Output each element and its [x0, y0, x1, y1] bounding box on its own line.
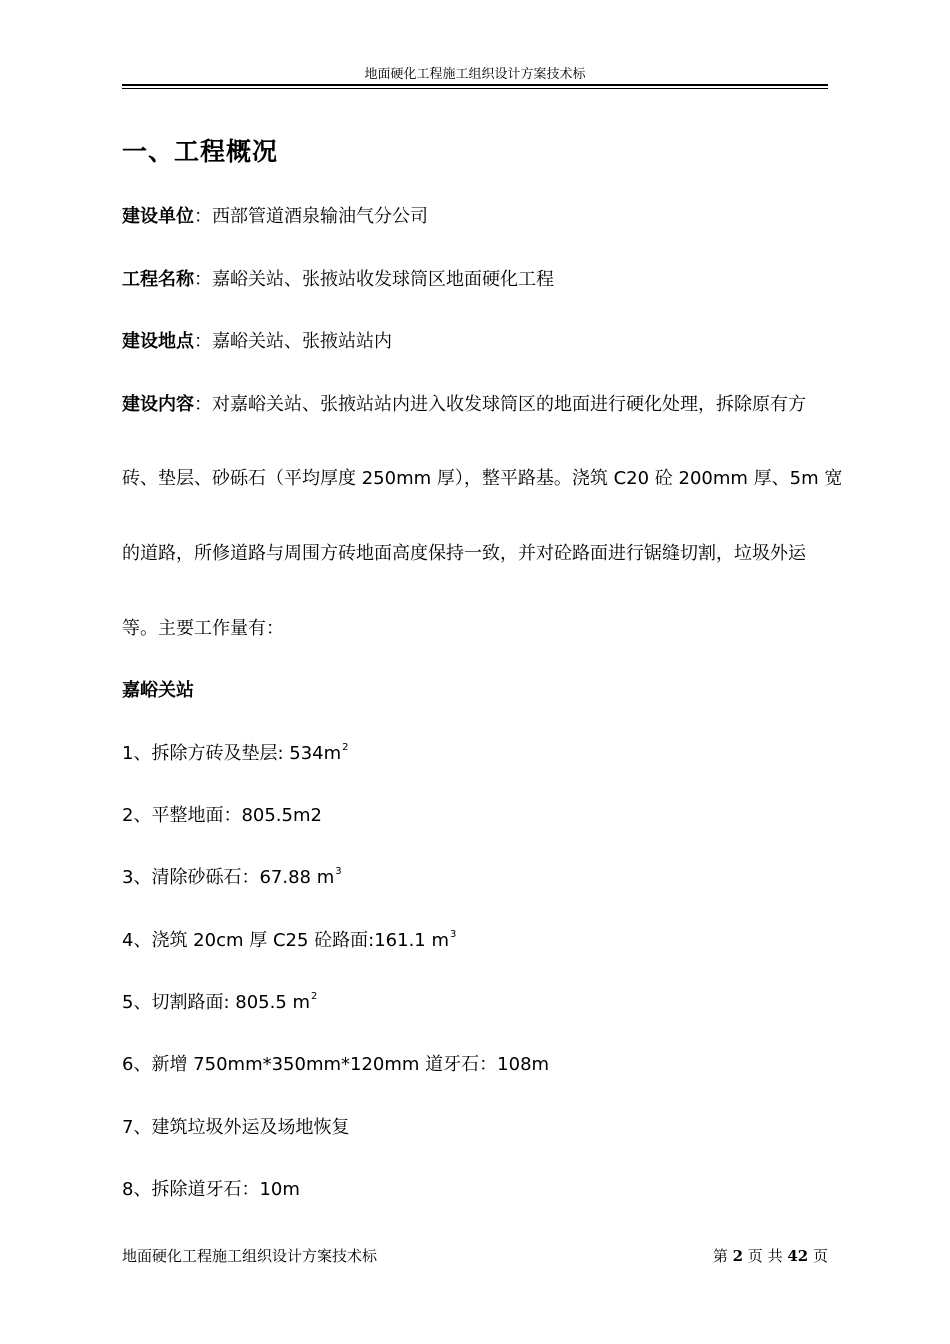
project-value: ：嘉峪关站、张掖站收发球筒区地面硬化工程	[194, 269, 554, 290]
work-item-unit-power: 2	[342, 742, 349, 753]
work-item-text: 5、切割路面: 805.5 m	[122, 992, 311, 1013]
footer-title: 地面硬化工程施工组织设计方案技术标	[122, 1247, 378, 1265]
work-item	[122, 803, 323, 832]
work-item-unit-power: 3	[335, 866, 342, 877]
page-current: 2	[732, 1247, 744, 1265]
work-item	[122, 1115, 350, 1144]
location-line	[122, 329, 392, 355]
work-item-text: 1、拆除方砖及垫层: 534m	[122, 743, 342, 764]
owner-value: ：西部管道酒泉输油气分公司	[194, 206, 428, 227]
work-item-unit-power: 2	[311, 991, 318, 1002]
section-title: 一、工程概况	[122, 137, 279, 166]
header-rule	[122, 84, 828, 86]
content-label: 建设内容	[122, 394, 194, 415]
running-header: 地面硬化工程施工组织设计方案技术标	[364, 67, 586, 82]
work-item	[122, 928, 456, 957]
work-item-text: 4、浇筑 20cm 厚 C25 砼路面:161.1 m	[122, 930, 449, 951]
content-line-1	[122, 392, 806, 418]
header-rule-thin	[122, 88, 828, 89]
work-item-text: 8、拆除道牙石：10m	[122, 1179, 300, 1200]
content-text-1: ：对嘉峪关站、张掖站站内进入收发球筒区的地面进行硬化处理，拆除原有方	[194, 394, 806, 415]
work-item	[122, 1177, 301, 1206]
page-suffix: 页	[808, 1247, 828, 1265]
work-item-text: 3、清除砂砾石：67.88 m	[122, 867, 335, 888]
work-item-text: 6、新增 750mm*350mm*120mm 道牙石：108m	[122, 1054, 550, 1075]
content-line-3: 的道路，所修道路与周围方砖地面高度保持一致，并对砼路面进行锯缝切割，垃圾外运	[122, 543, 806, 564]
content-line-2: 砖、垫层、砂砾石（平均厚度 250mm 厚），整平路基。浇筑 C20 砼 200mm 厚、5m 宽	[122, 468, 843, 489]
project-label: 工程名称	[122, 269, 194, 290]
location-label: 建设地点	[122, 331, 194, 352]
work-item-unit-power: 3	[450, 929, 457, 940]
work-item	[122, 865, 342, 894]
work-item-text: 7、建筑垃圾外运及场地恢复	[122, 1117, 350, 1138]
location-value: ：嘉峪关站、张掖站站内	[194, 331, 392, 352]
page-total: 42	[787, 1247, 809, 1265]
page-number	[713, 1246, 828, 1266]
page-prefix: 第	[712, 1247, 733, 1265]
project-line	[122, 267, 554, 293]
owner-line	[122, 204, 428, 230]
work-item	[122, 1052, 550, 1081]
content-line-4: 等。主要工作量有：	[122, 618, 284, 639]
work-item-text: 2、平整地面：805.5m2	[122, 805, 322, 826]
work-item	[122, 990, 317, 1019]
owner-label: 建设单位	[122, 206, 194, 227]
station-heading: 嘉峪关站	[122, 680, 194, 701]
page-middle: 页 共	[743, 1247, 788, 1265]
work-item	[122, 741, 349, 770]
